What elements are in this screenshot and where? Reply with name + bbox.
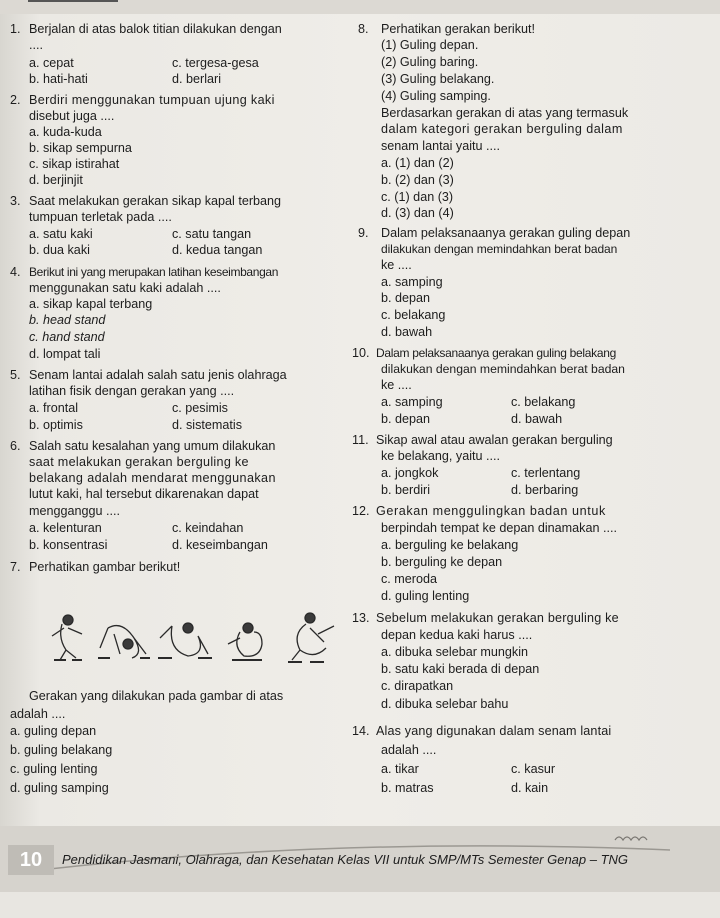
q11-option-b[interactable]: b. berdiri <box>381 483 430 497</box>
page-number: 10 <box>8 845 54 875</box>
q1-option-b[interactable]: b. hati-hati <box>29 72 88 86</box>
q8-stem-1: Berdasarkan gerakan di atas yang termasuk <box>381 106 629 120</box>
q8-item-2: (2) Guling baring. <box>381 55 479 69</box>
q10-option-d[interactable]: d. bawah <box>511 412 563 426</box>
q12-option-b[interactable]: b. berguling ke depan <box>381 555 503 569</box>
bottom-margin <box>0 892 720 918</box>
q1-text-2: .... <box>29 38 43 52</box>
q14-option-d[interactable]: d. kain <box>511 781 549 795</box>
q5-option-c[interactable]: c. pesimis <box>172 401 228 415</box>
q8-text: Perhatikan gerakan berikut! <box>381 22 536 36</box>
q2-number: 2. <box>10 93 21 107</box>
q7-option-a[interactable]: a. guling depan <box>10 724 97 738</box>
q13-text-2: depan kedua kaki harus .... <box>381 628 533 642</box>
q6-option-b[interactable]: b. konsentrasi <box>29 538 108 552</box>
q11-option-c[interactable]: c. terlentang <box>511 466 581 480</box>
q4-option-b[interactable]: b. head stand <box>29 313 106 327</box>
q8-item-3: (3) Guling belakang. <box>381 72 495 86</box>
q6-option-c[interactable]: c. keindahan <box>172 521 244 535</box>
q5-option-d[interactable]: d. sistematis <box>172 418 242 432</box>
q2-text-2: disebut juga .... <box>29 109 115 123</box>
q2-option-b[interactable]: b. sikap sempurna <box>29 141 132 155</box>
q6-text-5: mengganggu .... <box>29 504 121 518</box>
q1-text: Berjalan di atas balok titian dilakukan dengan <box>29 22 282 36</box>
q7-option-b[interactable]: b. guling belakang <box>10 743 113 757</box>
q10-number: 10. <box>352 346 370 360</box>
q11-option-a[interactable]: a. jongkok <box>381 466 439 480</box>
q10-text: Dalam pelaksanaanya gerakan guling belakang <box>376 346 616 360</box>
q9-text-2: dilakukan dengan memindahkan berat badan <box>381 242 618 256</box>
q7-number: 7. <box>10 560 21 574</box>
q9-option-b[interactable]: b. depan <box>381 291 431 305</box>
q3-option-c[interactable]: c. satu tangan <box>172 227 252 241</box>
q12-text: Gerakan menggulingkan badan untuk <box>376 504 606 518</box>
q11-option-d[interactable]: d. berbaring <box>511 483 579 497</box>
q11-text: Sikap awal atau awalan gerakan berguling <box>376 433 613 447</box>
q14-option-b[interactable]: b. matras <box>381 781 434 795</box>
q11-number: 11. <box>352 433 369 447</box>
q12-option-d[interactable]: d. guling lenting <box>381 589 470 603</box>
q10-text-2: dilakukan dengan memindahkan berat badan <box>381 362 625 376</box>
q14-option-c[interactable]: c. kasur <box>511 762 556 776</box>
q3-text: Saat melakukan gerakan sikap kapal terbang <box>29 194 282 208</box>
q8-stem-3: senam lantai yaitu .... <box>381 139 501 153</box>
top-band <box>0 0 720 14</box>
q6-option-d[interactable]: d. keseimbangan <box>172 538 268 552</box>
q14-text-2: adalah .... <box>381 743 437 757</box>
q11-text-2: ke belakang, yaitu .... <box>381 449 501 463</box>
q1-option-c[interactable]: c. tergesa-gesa <box>172 56 259 70</box>
q9-option-a[interactable]: a. samping <box>381 275 443 289</box>
q9-text-3: ke .... <box>381 258 412 272</box>
q5-option-a[interactable]: a. frontal <box>29 401 79 415</box>
q1-option-d[interactable]: d. berlari <box>172 72 221 86</box>
q9-number: 9. <box>358 226 369 240</box>
q9-option-c[interactable]: c. belakang <box>381 308 446 322</box>
q10-option-b[interactable]: b. depan <box>381 412 431 426</box>
q6-option-a[interactable]: a. kelenturan <box>29 521 102 535</box>
q13-text: Sebelum melakukan gerakan berguling ke <box>376 611 619 625</box>
q1-number: 1. <box>10 22 21 36</box>
q12-option-a[interactable]: a. berguling ke belakang <box>381 538 519 552</box>
q6-text: Salah satu kesalahan yang umum dilakukan <box>29 439 276 453</box>
q5-text-2: latihan fisik dengan gerakan yang .... <box>29 384 235 398</box>
q4-option-a[interactable]: a. sikap kapal terbang <box>29 297 153 311</box>
q1-option-a[interactable]: a. cepat <box>29 56 74 70</box>
q8-option-c[interactable]: c. (1) dan (3) <box>381 190 454 204</box>
q7-text-3: adalah .... <box>10 707 66 721</box>
q12-number: 12. <box>352 504 370 518</box>
q7-option-d[interactable]: d. guling samping <box>10 781 109 795</box>
q3-option-b[interactable]: b. dua kaki <box>29 243 90 257</box>
q2-option-d[interactable]: d. berjinjit <box>29 173 83 187</box>
q10-option-a[interactable]: a. samping <box>381 395 443 409</box>
q7-option-c[interactable]: c. guling lenting <box>10 762 98 776</box>
q9-text: Dalam pelaksanaanya gerakan guling depan <box>381 226 631 240</box>
q4-number: 4. <box>10 265 21 279</box>
q2-option-c[interactable]: c. sikap istirahat <box>29 157 120 171</box>
header-mark <box>28 0 118 10</box>
q13-option-d[interactable]: d. dibuka selebar bahu <box>381 697 509 711</box>
q8-item-1: (1) Guling depan. <box>381 38 479 52</box>
q6-text-4: lutut kaki, hal tersebut dikarenakan dapat <box>29 487 259 501</box>
q14-number: 14. <box>352 724 370 738</box>
q12-option-c[interactable]: c. meroda <box>381 572 437 586</box>
q3-option-d[interactable]: d. kedua tangan <box>172 243 263 257</box>
footer-title: Pendidikan Jasmani, Olahraga, dan Kesehatan Kelas VII untuk SMP/MTs Semester Genap – TNG <box>62 852 629 867</box>
q2-option-a[interactable]: a. kuda-kuda <box>29 125 102 139</box>
q8-stem-2: dalam kategori gerakan berguling dalam <box>381 122 623 136</box>
q3-text-2: tumpuan terletak pada .... <box>29 210 172 224</box>
q3-option-a[interactable]: a. satu kaki <box>29 227 93 241</box>
q3-number: 3. <box>10 194 21 208</box>
q4-option-d[interactable]: d. lompat tali <box>29 347 101 361</box>
q2-text: Berdiri menggunakan tumpuan ujung kaki <box>29 93 275 107</box>
q14-option-a[interactable]: a. tikar <box>381 762 419 776</box>
q4-text-2: menggunakan satu kaki adalah .... <box>29 281 221 295</box>
q13-option-c[interactable]: c. dirapatkan <box>381 679 454 693</box>
q8-option-a[interactable]: a. (1) dan (2) <box>381 156 454 170</box>
q8-number: 8. <box>358 22 369 36</box>
q6-number: 6. <box>10 439 21 453</box>
q10-text-3: ke .... <box>381 378 412 392</box>
q8-option-d[interactable]: d. (3) dan (4) <box>381 206 454 220</box>
q4-text: Berikut ini yang merupakan latihan keseimbangan <box>29 265 279 279</box>
q12-text-2: berpindah tempat ke depan dinamakan .... <box>381 521 617 535</box>
q10-option-c[interactable]: c. belakang <box>511 395 576 409</box>
q6-text-3: belakang adalah mendarat menggunakan <box>29 471 276 485</box>
q13-option-b[interactable]: b. satu kaki berada di depan <box>381 662 540 676</box>
q5-option-b[interactable]: b. optimis <box>29 418 83 432</box>
q6-text-2: saat melakukan gerakan berguling ke <box>29 455 249 469</box>
q14-text: Alas yang digunakan dalam senam lantai <box>376 724 612 738</box>
forward-roll-illustration <box>48 598 338 678</box>
q5-number: 5. <box>10 368 21 382</box>
q9-option-d[interactable]: d. bawah <box>381 325 433 339</box>
q4-option-c[interactable]: c. hand stand <box>29 330 105 344</box>
q7-text-2: Gerakan yang dilakukan pada gambar di atas <box>29 689 284 703</box>
q13-number: 13. <box>352 611 370 625</box>
q13-option-a[interactable]: a. dibuka selebar mungkin <box>381 645 529 659</box>
q7-text: Perhatikan gambar berikut! <box>29 560 181 574</box>
q5-text: Senam lantai adalah salah satu jenis olahraga <box>29 368 287 382</box>
q8-item-4: (4) Guling samping. <box>381 89 491 103</box>
q8-option-b[interactable]: b. (2) dan (3) <box>381 173 454 187</box>
